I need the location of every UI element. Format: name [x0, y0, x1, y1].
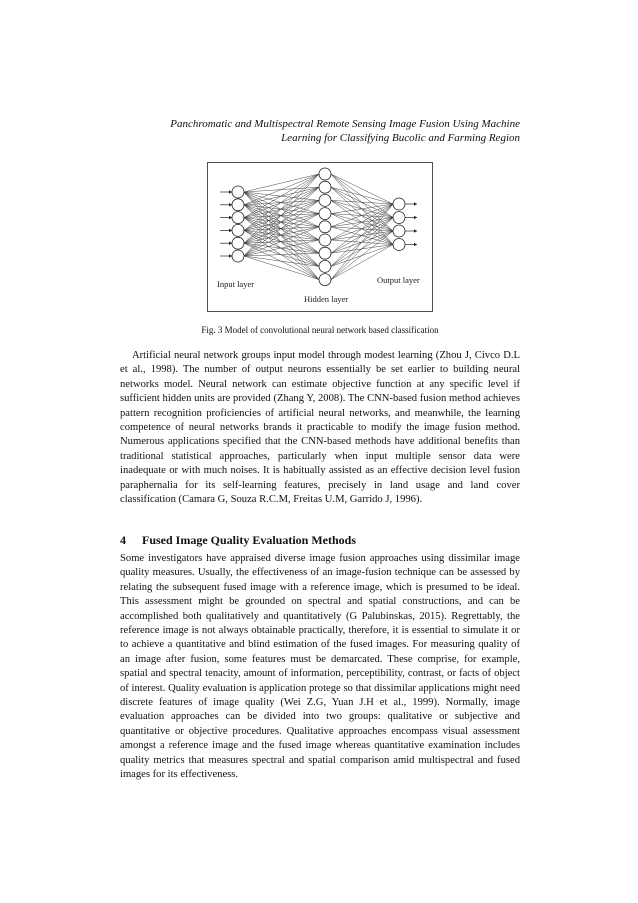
running-head-line1: Panchromatic and Multispectral Remote Sensing Image Fusion Using Machine: [170, 118, 520, 130]
hidden-node: [319, 194, 331, 206]
neural-network-diagram: [207, 162, 433, 312]
section-number: 4: [120, 533, 126, 547]
hidden-node: [319, 181, 331, 193]
hidden-node: [319, 208, 331, 220]
paragraph-quality-evaluation: Some investigators have appraised diverse image fusion approaches using dissimilar image quality measures. Usually, the effectiveness of an image-fusion technique can be assessed by relating the subsequent fused image with a reference image, which is presumed to be ideal. This assessment might be grounded on spectral and spatial constructions, and can be accomplished both qualitatively and quantitatively (G Palubinskas, 2015). Regrettably, the reference image is not always obtainable practically, therefore, it is essential to simulate it or to achieve a quantitative and blind estimation of the fused images. For measuring quality of an image after fusion, some features must be demarcated. These comprise, for example, spatial and spectral tenacity, amount of information, perceptibility, contrast, or facts of object of interest. Quality evaluation is application protege so that dissimilar applications might need discrete features of image quality (Wei Z.G, Yuan J.H et al., 1999). Normally, image evaluation approaches can be divided into two groups: qualitative or subjective and quantitative or objective procedures. Qualitative approaches encompass visual assessment amongst a reference image and the fused image whereas quantitative examination includes quality metrics that measures spectral and spatial comparison amid multispectral and fused images for its effectiveness.: [120, 553, 520, 781]
output-node: [393, 212, 405, 224]
hidden-node: [319, 260, 331, 272]
input-node: [232, 250, 244, 262]
hidden-node: [319, 168, 331, 180]
hidden-node: [319, 221, 331, 233]
input-node: [232, 212, 244, 224]
input-node: [232, 199, 244, 211]
input-layer-label: Input layer: [217, 279, 255, 289]
hidden-node: [319, 234, 331, 246]
neural-network-figure: [207, 162, 433, 312]
section-heading: [120, 533, 520, 548]
running-head-line2: Learning for Classifying Bucolic and Farming Region: [281, 132, 520, 144]
paragraph-ann: Artificial neural network groups input model through modest learning (Zhou J, Civco D.L et al., 1998). The number of output neurons essentially be set earlier to building neural networks model. Neural network can estimate objective function at any specific level if sufficient hidden units are provided (Zhang Y, 2008). The CNN-based fusion method achieves pattern recognition proficiencies of artificial neural networks, and meanwhile, the learning competence of neural networks brands it practicable to modify the image fusion method. Numerous applications specified that the CNN-based methods have additional benefits than traditional statistical approaches, particularly when input multiple sensor data were inadequate or with much noises. It is habitually assisted as an effective decision level fusion paraphernalia for its self-learning features, precisely in land usage and land cover classification (Camara G, Souza R.C.M, Freitas U.M, Garrido J, 1996).: [120, 350, 520, 506]
input-node: [232, 237, 244, 249]
hidden-layer-label: Hidden layer: [304, 294, 349, 304]
input-node: [232, 186, 244, 198]
output-node: [393, 239, 405, 251]
output-node: [393, 225, 405, 237]
running-head: [120, 117, 520, 145]
input-node: [232, 224, 244, 236]
hidden-node: [319, 274, 331, 286]
hidden-node: [319, 247, 331, 259]
output-layer-label: Output layer: [377, 275, 420, 285]
figure-caption: Fig. 3 Model of convolutional neural network based classification: [201, 325, 439, 335]
section-title: Fused Image Quality Evaluation Methods: [142, 533, 357, 547]
output-node: [393, 198, 405, 210]
